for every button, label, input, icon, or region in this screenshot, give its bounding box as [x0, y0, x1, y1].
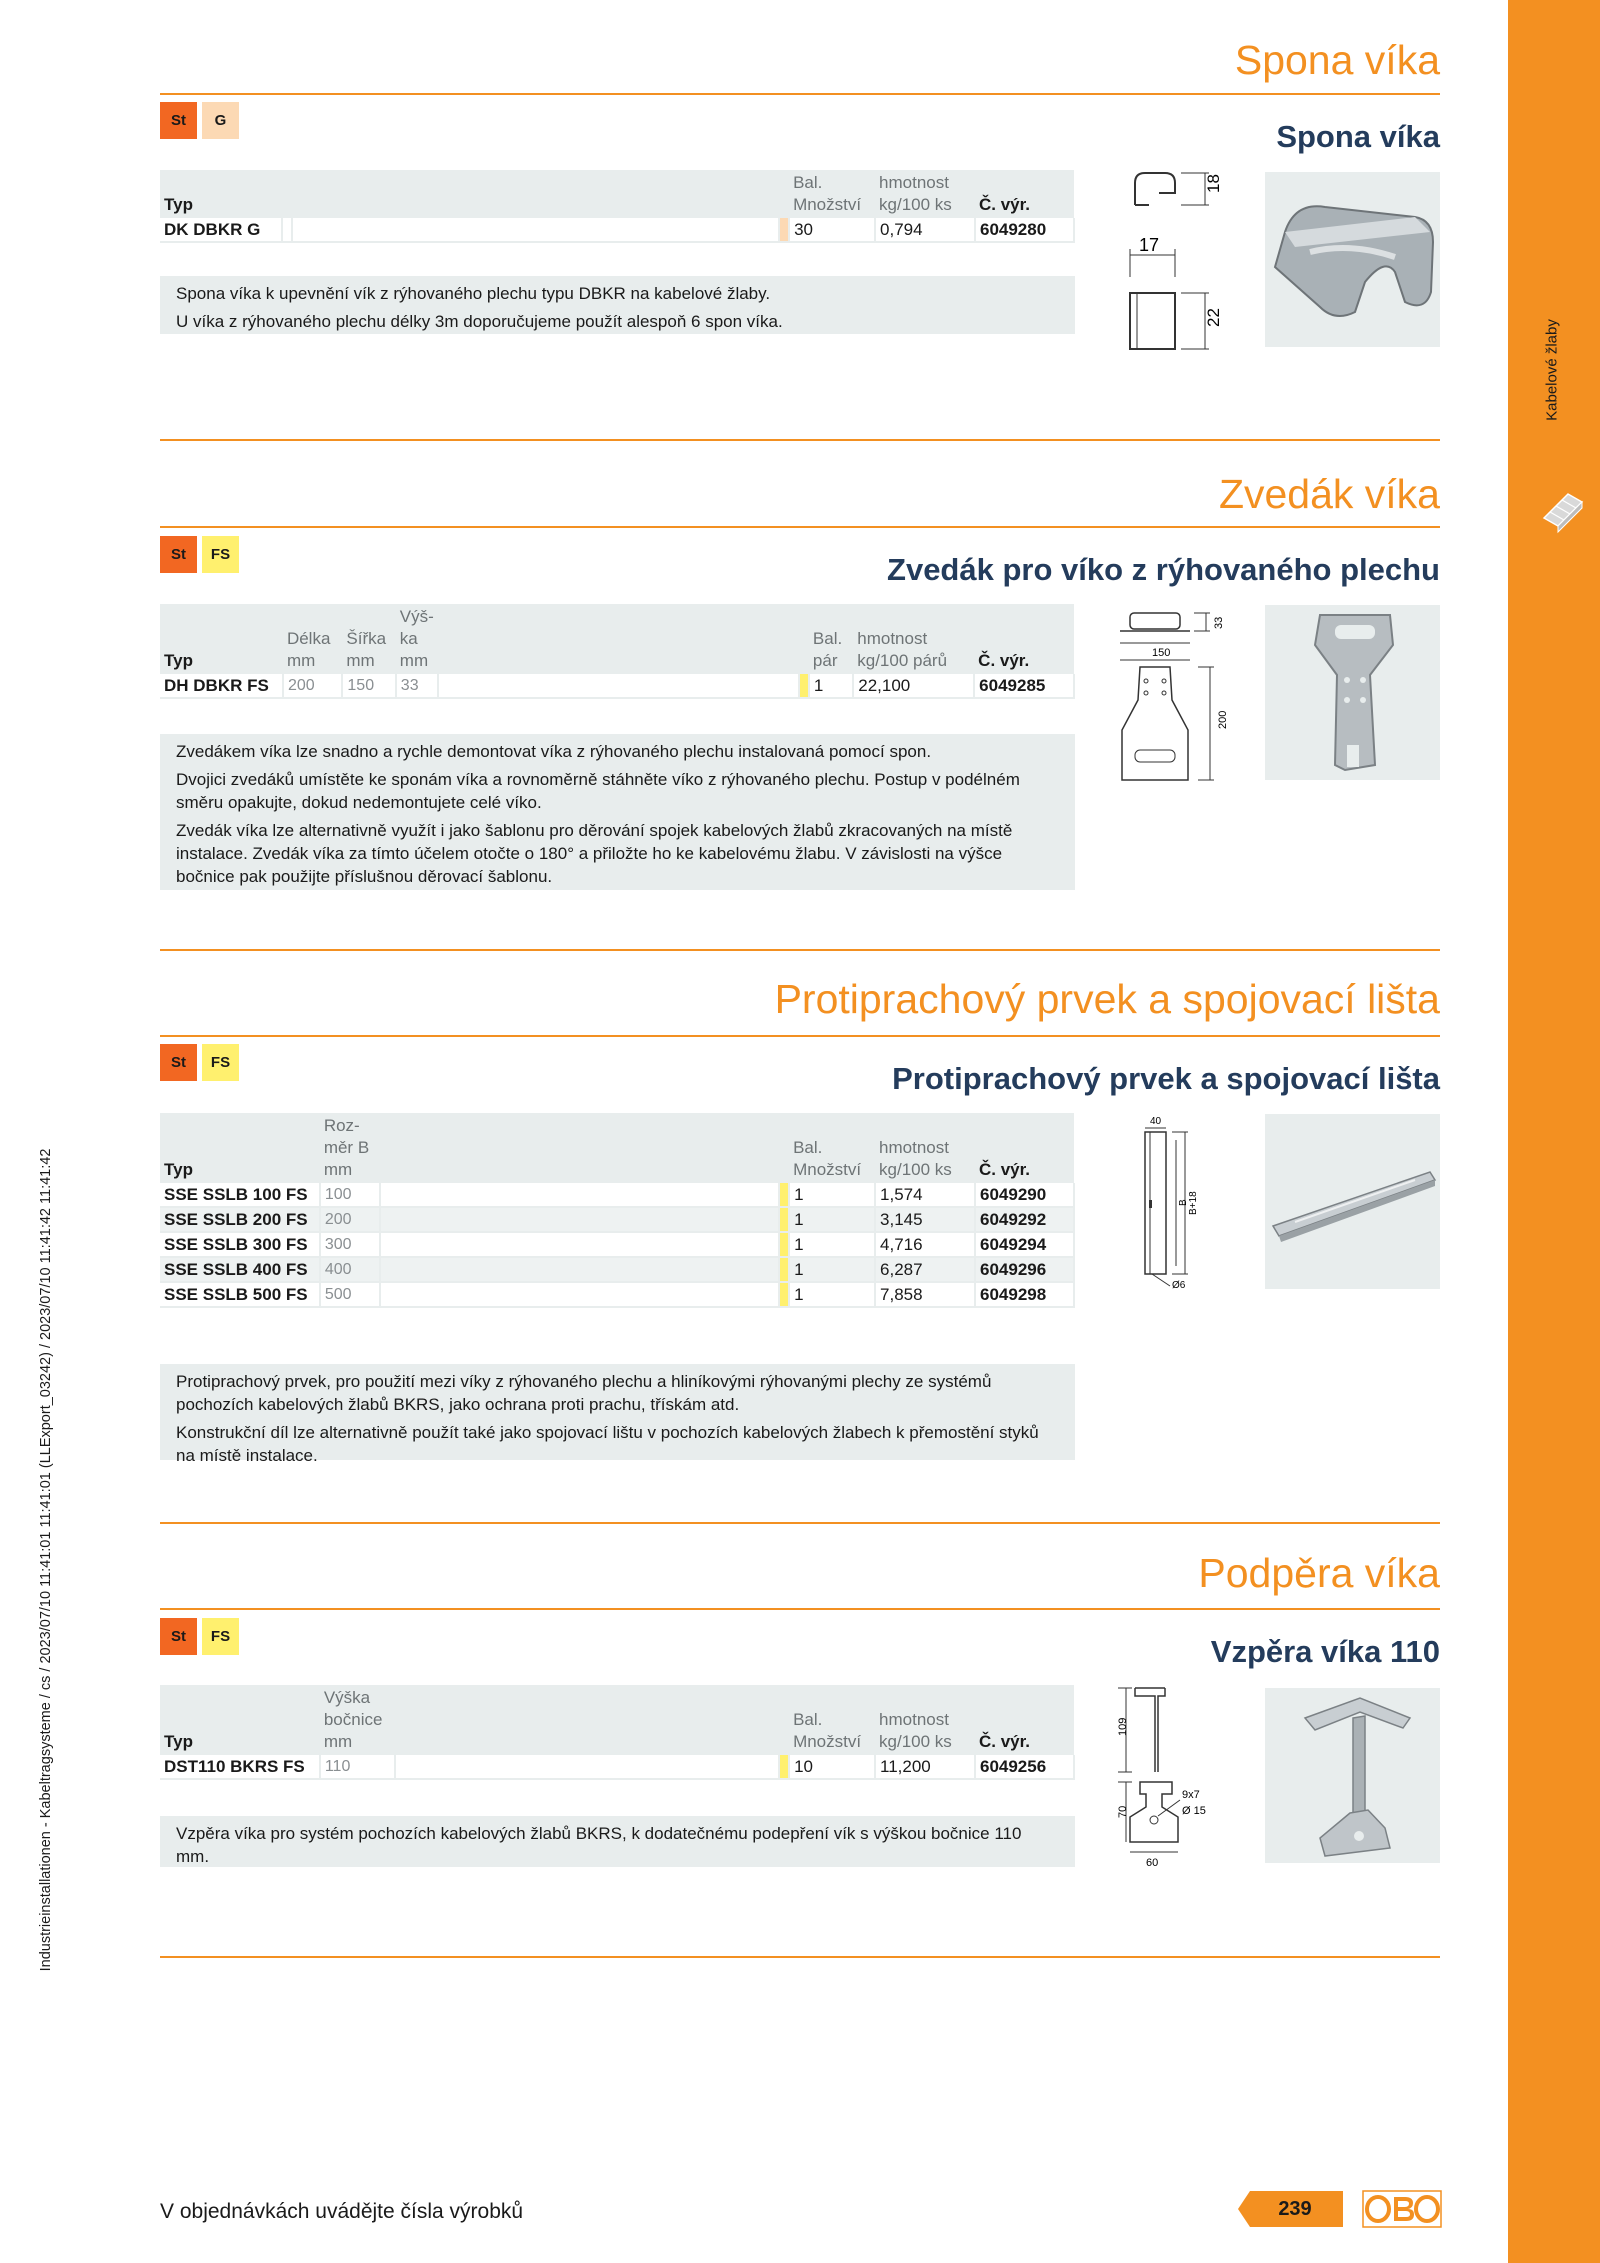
table-row — [160, 1183, 1074, 1207]
col-header-typ: Typ — [160, 170, 282, 218]
cell-bal: 30 — [789, 218, 875, 242]
cell-article: 6049294 — [975, 1232, 1074, 1257]
table-row — [160, 1257, 1074, 1282]
col-header-bal: Bal. Množství — [789, 170, 875, 218]
dim-label: B — [1178, 1199, 1189, 1206]
cell-article: 6049256 — [975, 1755, 1074, 1779]
section-title: Protiprachový prvek a spojovací lišta — [774, 976, 1440, 1022]
col-header-typ: Typ — [160, 604, 283, 674]
product-subtitle: Spona víka — [1276, 119, 1440, 154]
dim-label: 109 — [1117, 1717, 1129, 1736]
cell-length: 200 — [283, 674, 342, 698]
cable-tray-icon — [1540, 488, 1586, 534]
section-divider — [160, 1522, 1440, 1524]
section-divider — [160, 1956, 1440, 1958]
section-rule — [160, 93, 1440, 95]
dim-label: 22 — [1204, 308, 1223, 327]
col-header-bal: Bal. pár — [809, 604, 853, 674]
description-text: U víka z rýhovaného plechu délky 3m doporučujeme použít alespoň 6 spon víka. — [176, 312, 783, 331]
cell-bal: 1 — [789, 1257, 875, 1282]
cell-weight: 22,100 — [853, 674, 974, 698]
cell-weight: 7,858 — [875, 1282, 975, 1307]
cell-weight: 1,574 — [875, 1183, 975, 1207]
page-number: 239 — [1278, 2198, 1312, 2220]
col-header-weight: hmotnost kg/100 ks — [875, 1113, 975, 1183]
spec-table — [160, 1113, 1075, 1308]
description-box — [160, 276, 1075, 334]
col-header-size: Roz- měr B mm — [320, 1113, 380, 1183]
col-header-typ: Typ — [160, 1685, 320, 1755]
cell-typ: SSE SSLB 300 FS — [160, 1232, 320, 1257]
description-text: Vzpěra víka pro systém pochozích kabelových žlabů BKRS, k dodatečnému podepření vík s výškou bočnice 110 mm. — [176, 1824, 1022, 1866]
surface-marker — [779, 218, 789, 242]
dim-label: B+18 — [1188, 1191, 1199, 1215]
surface-marker — [779, 1282, 789, 1307]
dim-label: 18 — [1204, 174, 1223, 193]
dim-label: 70 — [1117, 1805, 1129, 1818]
cell-size: 200 — [320, 1207, 380, 1232]
col-header-length: Délka mm — [283, 604, 342, 674]
cell-article: 6049292 — [975, 1207, 1074, 1232]
cell-size: 500 — [320, 1282, 380, 1307]
spec-table — [160, 1685, 1075, 1780]
surface-marker — [779, 1183, 789, 1207]
technical-drawing — [1110, 1682, 1240, 1872]
cell-typ: SSE SSLB 200 FS — [160, 1207, 320, 1232]
cell-width: 150 — [342, 674, 395, 698]
surface-marker — [779, 1755, 789, 1779]
sidebar-label: Kabelové žlaby — [1543, 319, 1561, 421]
section-rule — [160, 1035, 1440, 1037]
description-text: Protiprachový prvek, pro použití mezi víky z rýhovaného plechu a hliníkovými rýhovanými plechy ze systémů pochozích kabelových žlabů BKRS, jako ochrana proti prachu, třískám atd. — [176, 1372, 992, 1414]
cell-weight: 6,287 — [875, 1257, 975, 1282]
col-header-weight: hmotnost kg/100 ks — [875, 1685, 975, 1755]
table-row — [160, 1282, 1074, 1307]
table-row — [160, 1207, 1074, 1232]
cell-size: 300 — [320, 1232, 380, 1257]
cell-typ: SSE SSLB 100 FS — [160, 1183, 320, 1207]
description-text: Dvojici zvedáků umístěte ke sponám víka a rovnoměrně stáhněte víko z rýhovaného plechu. Postup v podélném směru opakujte, dokud nedemontujete celé víko. — [176, 770, 1020, 812]
product-photo — [1265, 605, 1440, 780]
description-box — [160, 1816, 1075, 1867]
order-note: V objednávkách uvádějte čísla výrobků — [160, 2200, 524, 2223]
surface-badge-fs: FS — [202, 536, 239, 573]
cell-article: 6049285 — [974, 674, 1074, 698]
dim-label: 9x7 — [1182, 1789, 1200, 1801]
cell-typ: SSE SSLB 400 FS — [160, 1257, 320, 1282]
cell-bal: 1 — [789, 1183, 875, 1207]
surface-marker — [779, 1257, 789, 1282]
material-badge-st: St — [160, 1044, 197, 1081]
dim-label: 17 — [1139, 235, 1160, 255]
col-header-weight: hmotnost kg/100 ks — [875, 170, 975, 218]
export-meta: Industrieinstallationen - Kabeltragsysteme / cs / 2023/07/10 11:41:01 11:41:01 (LLExport_03242) / 2023/07/10 11:41:42 11:41:42 — [38, 1148, 54, 1972]
product-photo — [1265, 1114, 1440, 1289]
cell-bal: 1 — [789, 1207, 875, 1232]
cell-size: 400 — [320, 1257, 380, 1282]
dim-label: 150 — [1152, 647, 1171, 659]
table-row — [160, 1232, 1074, 1257]
spec-table — [160, 604, 1075, 699]
col-header-typ: Typ — [160, 1113, 320, 1183]
surface-marker — [779, 1232, 789, 1257]
technical-drawing — [1130, 1110, 1240, 1295]
surface-marker — [799, 674, 809, 698]
cell-article: 6049296 — [975, 1257, 1074, 1282]
surface-marker — [779, 1207, 789, 1232]
section-rule — [160, 1608, 1440, 1610]
cell-bal: 10 — [789, 1755, 875, 1779]
description-box — [160, 734, 1075, 890]
product-subtitle: Vzpěra víka 110 — [1210, 1634, 1440, 1669]
table-row — [160, 674, 1074, 698]
table-row — [160, 1755, 1074, 1779]
product-subtitle: Zvedák pro víko z rýhovaného plechu — [887, 552, 1440, 587]
cell-bal: 1 — [789, 1232, 875, 1257]
cell-typ: DH DBKR FS — [160, 674, 283, 698]
cell-article: 6049290 — [975, 1183, 1074, 1207]
product-photo — [1265, 1688, 1440, 1863]
section-title: Spona víka — [1234, 37, 1440, 83]
obo-logo — [1362, 2190, 1442, 2228]
section-divider — [160, 949, 1440, 951]
section-title: Zvedák víka — [1218, 471, 1440, 517]
col-header-height: Výš- ka mm — [396, 604, 438, 674]
col-header-bal: Bal. Množství — [789, 1685, 875, 1755]
cell-weight: 11,200 — [875, 1755, 975, 1779]
cell-weight: 4,716 — [875, 1232, 975, 1257]
col-header-article: Č. výr. — [975, 1685, 1074, 1755]
description-text: Zvedákem víka lze snadno a rychle demontovat víka z rýhovaného plechu instalovaná pomocí spon. — [176, 742, 932, 761]
col-header-width: Šířka mm — [342, 604, 395, 674]
section-rule — [160, 526, 1440, 528]
dim-label: 40 — [1150, 1116, 1162, 1127]
surface-badge-fs: FS — [202, 1044, 239, 1081]
dim-label: Ø 15 — [1182, 1805, 1206, 1817]
cell-article: 6049298 — [975, 1282, 1074, 1307]
col-header-weight: hmotnost kg/100 párů — [853, 604, 974, 674]
product-subtitle: Protiprachový prvek a spojovací lišta — [892, 1061, 1440, 1096]
dim-label: 60 — [1146, 1857, 1159, 1869]
product-photo — [1265, 172, 1440, 347]
spec-table — [160, 170, 1075, 243]
cell-bal: 1 — [789, 1282, 875, 1307]
cell-size: 100 — [320, 1183, 380, 1207]
technical-drawing — [1110, 605, 1240, 790]
cell-side-height: 110 — [320, 1755, 395, 1779]
description-text: Konstrukční díl lze alternativně použít také jako spojovací lištu v pochozích kabelových žlabech k přemostění styků na místě instalace. — [176, 1423, 1039, 1465]
technical-drawing — [1115, 165, 1225, 355]
description-text: Spona víka k upevnění vík z rýhovaného plechu typu DBKR na kabelové žlaby. — [176, 284, 771, 303]
dim-label: Ø6 — [1172, 1280, 1186, 1291]
col-header-bal: Bal. Množství — [789, 1113, 875, 1183]
material-badge-st: St — [160, 102, 197, 139]
section-divider — [160, 439, 1440, 441]
dim-label: 200 — [1217, 710, 1229, 729]
col-header-article: Č. výr. — [975, 170, 1074, 218]
material-badge-st: St — [160, 536, 197, 573]
cell-typ: DST110 BKRS FS — [160, 1755, 320, 1779]
material-badge-st: St — [160, 1618, 197, 1655]
surface-badge-g: G — [202, 102, 239, 139]
table-row — [160, 218, 1074, 242]
dim-label: 33 — [1213, 616, 1225, 629]
description-text: Zvedák víka lze alternativně využít i jako šablonu pro děrování spojek kabelových žlabů zkracovaných na místě instalace. Zvedák víka za tímto účelem otočte o 180° a přiložte ho ke kabelovému žlabu. V závislosti na výšce bočnice pak použijte příslušnou děrovací šablonu. — [176, 821, 1013, 886]
cell-bal: 1 — [809, 674, 853, 698]
cell-height: 33 — [396, 674, 438, 698]
section-title: Podpěra víka — [1198, 1550, 1440, 1596]
col-header-article: Č. výr. — [974, 604, 1074, 674]
cell-weight: 0,794 — [875, 218, 975, 242]
cell-article: 6049280 — [975, 218, 1074, 242]
cell-typ: DK DBKR G — [160, 218, 282, 242]
col-header-article: Č. výr. — [975, 1113, 1074, 1183]
col-header-side-height: Výška bočnice mm — [320, 1685, 395, 1755]
cell-weight: 3,145 — [875, 1207, 975, 1232]
surface-badge-fs: FS — [202, 1618, 239, 1655]
cell-typ: SSE SSLB 500 FS — [160, 1282, 320, 1307]
description-box — [160, 1364, 1075, 1465]
